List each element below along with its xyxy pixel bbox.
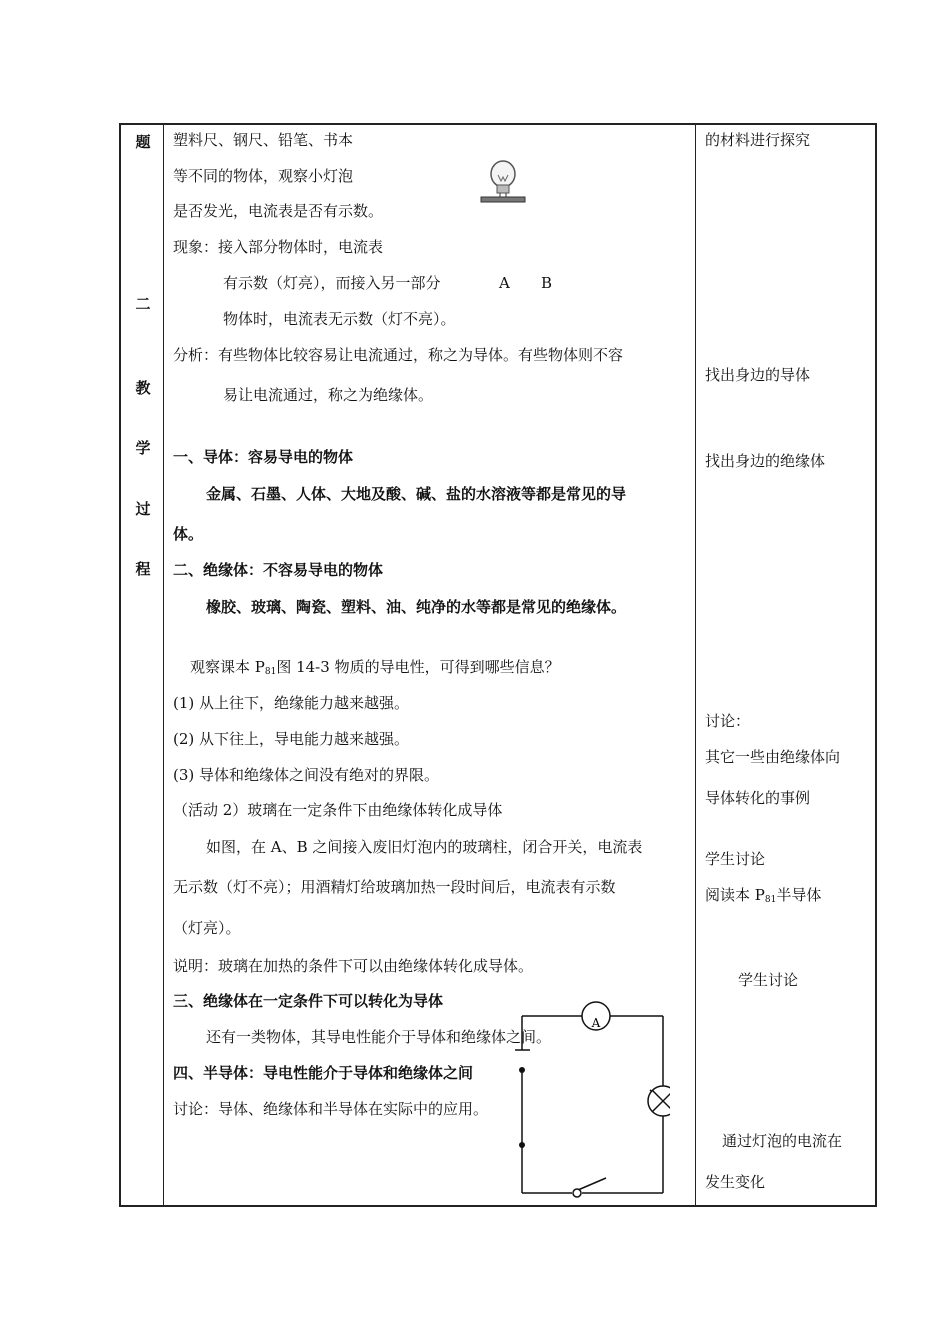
lamp-symbol (648, 1086, 670, 1116)
right-note-11: 发生变化 (705, 1173, 766, 1191)
heading-semiconductor: 四、半导体：导电性能介于导体和绝缘体之间 (173, 1064, 474, 1082)
left-column (121, 125, 165, 1205)
conductor-body-2: 体。 (173, 525, 204, 543)
discussion-line: 讨论：导体、绝缘体和半导体在实际中的应用。 (173, 1100, 489, 1118)
point-2: (2) 从下往上，导电能力越来越强。 (173, 730, 410, 748)
right-note-7: 学生讨论 (705, 850, 766, 868)
terminal-dot-upper (519, 1067, 525, 1073)
right-note-5: 其它一些由绝缘体向 (705, 748, 841, 766)
right-note-6: 导体转化的事例 (705, 789, 811, 807)
text-line-6: 物体时，电流表无示数（灯不亮）。 (223, 310, 456, 328)
text-line-5: 有示数（灯亮），而接入另一部分 (223, 274, 441, 292)
conductor-body-1: 金属、石墨、人体、大地及酸、碱、盐的水溶液等都是常见的导 (206, 485, 627, 503)
figure-desc-2: 无示数（灯不亮）；用酒精灯给玻璃加热一段时间后，电流表有示数 (173, 878, 616, 896)
semiconductor-intro: 还有一类物体，其导电性能介于导体和绝缘体之间。 (206, 1028, 552, 1046)
figure-desc-1: 如图，在 A、B 之间接入废旧灯泡内的玻璃柱，闭合开关，电流表 (206, 838, 643, 856)
left-label-er: 二 (135, 295, 151, 313)
heading-conductor: 一、导体：容易导电的物体 (173, 448, 354, 466)
right-note-2: 找出身边的导体 (705, 366, 811, 384)
analysis-line-2: 易让电流通过，称之为绝缘体。 (223, 386, 434, 404)
right-note-4: 讨论： (705, 712, 751, 730)
activity-2: （活动 2）玻璃在一定条件下由绝缘体转化成导体 (173, 801, 503, 819)
text-line-1: 塑料尺、钢尺、铅笔、书本 (173, 131, 354, 149)
explanation: 说明：玻璃在加热的条件下可以由绝缘体转化成导体。 (173, 957, 534, 975)
text-line-3: 是否发光，电流表是否有示数。 (173, 202, 384, 220)
observe-line: 观察课本 $P_{81}$图 14-3 物质的导电性，可得到哪些信息？ (190, 658, 560, 677)
insulator-body: 橡胶、玻璃、陶瓷、塑料、油、纯净的水等都是常见的绝缘体。 (206, 598, 627, 616)
left-label-ti: 题 (135, 133, 151, 151)
right-note-9: 学生讨论 (738, 971, 799, 989)
figure-desc-3: （灯亮）。 (173, 919, 241, 937)
terminal-dot-lower (519, 1142, 525, 1148)
right-note-8: 阅读本 $P_{81}$半导体 (705, 886, 822, 905)
switch-symbol (573, 1189, 581, 1197)
point-3: (3) 导体和绝缘体之间没有绝对的界限。 (173, 766, 440, 784)
left-label-jiao: 教 (135, 379, 151, 397)
left-label-xue: 学 (135, 439, 151, 457)
terminal-label-b: B (541, 274, 553, 292)
left-label-cheng: 程 (135, 560, 151, 578)
heading-insulator: 二、绝缘体：不容易导电的物体 (173, 561, 384, 579)
column-divider-right (695, 125, 696, 1205)
right-note-3: 找出身边的绝缘体 (705, 452, 826, 470)
light-bulb-icon (478, 157, 528, 209)
left-label-guo: 过 (135, 500, 151, 518)
ammeter-label: A (591, 1016, 601, 1030)
circuit-diagram (510, 990, 670, 1200)
heading-conversion: 三、绝缘体在一定条件下可以转化为导体 (173, 992, 444, 1010)
right-note-10: 通过灯泡的电流在 (722, 1132, 843, 1150)
terminal-label-a: A (499, 274, 510, 292)
analysis-line-1: 分析：有些物体比较容易让电流通过，称之为导体。有些物体则不容 (173, 346, 624, 364)
text-line-2: 等不同的物体，观察小灯泡 (173, 167, 354, 185)
text-line-4: 现象：接入部分物体时，电流表 (173, 238, 384, 256)
right-note-1: 的材料进行探究 (705, 131, 811, 149)
point-1: (1) 从上往下，绝缘能力越来越强。 (173, 694, 410, 712)
